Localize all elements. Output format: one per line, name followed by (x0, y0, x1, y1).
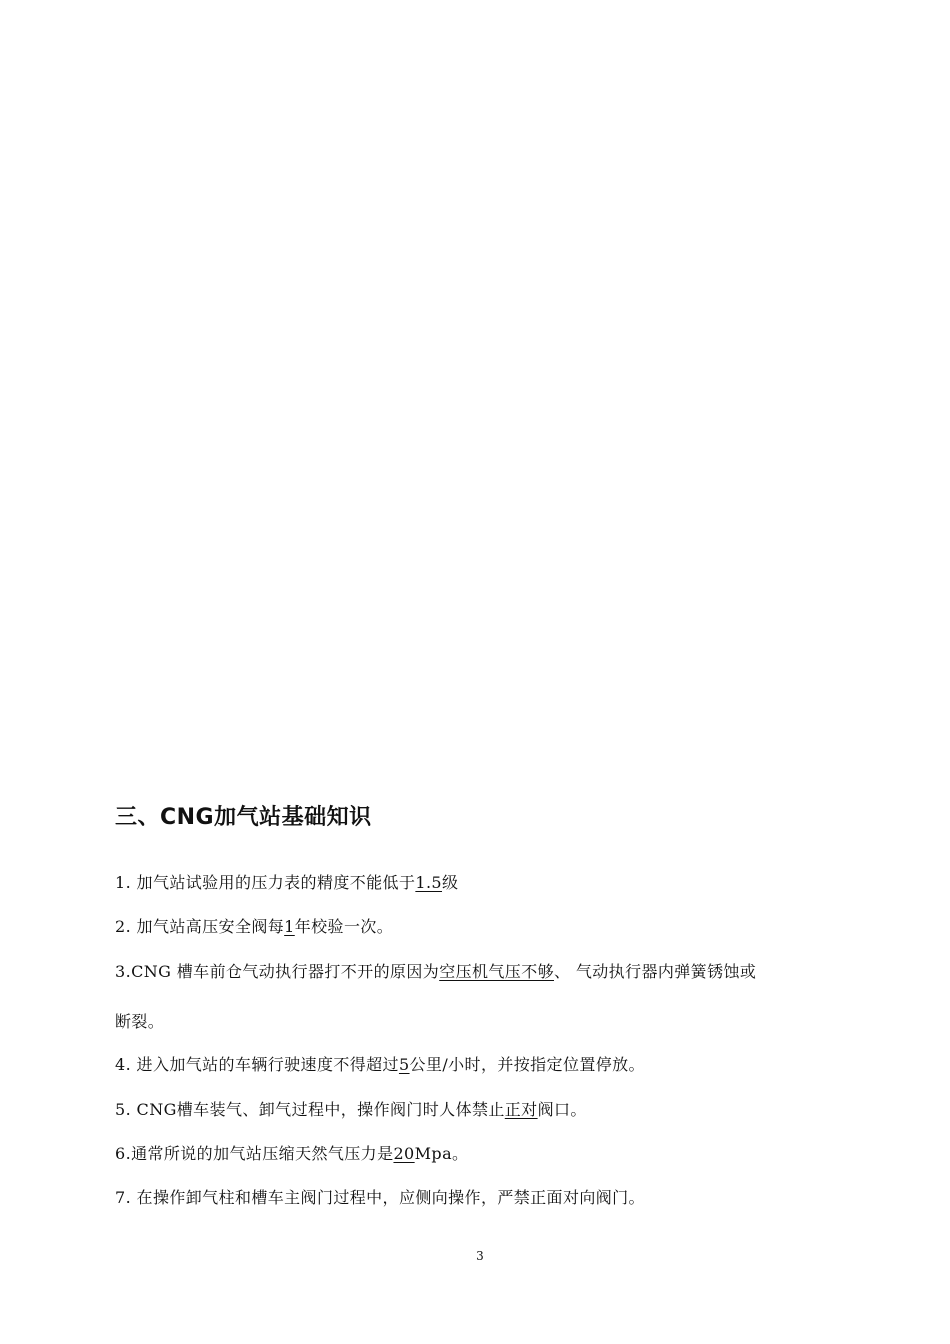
question-4 (115, 1052, 645, 1075)
question-text: 年校验一次。 (294, 917, 394, 936)
question-text: 4. 进入加气站的车辆行驶速度不得超过 (115, 1055, 399, 1074)
section-title: 三、CNG加气站基础知识 (115, 805, 372, 830)
answer-blank: 20 (393, 1144, 415, 1163)
question-text: 5. CNG槽车装气、卸气过程中，操作阀门时人体禁止 (115, 1100, 505, 1119)
answer-blank: 正对 (504, 1100, 538, 1119)
question-text: 7. 在操作卸气柱和槽车主阀门过程中，应侧向操作，严禁正面对向阀门。 (115, 1188, 645, 1207)
question-text: 级 (442, 873, 459, 892)
question-7 (115, 1185, 645, 1208)
question-text: 断裂。 (115, 1012, 165, 1031)
question-text: 、 气动执行器内弹簧锈蚀或 (554, 962, 757, 981)
question-3 (115, 959, 756, 982)
question-text: 阀口。 (537, 1100, 587, 1119)
question-text: 2. 加气站高压安全阀每 (115, 917, 285, 936)
question-5 (115, 1097, 587, 1120)
question-2 (115, 914, 393, 937)
question-3-continued (115, 1009, 164, 1032)
question-text: Mpa。 (414, 1144, 469, 1163)
question-text: 6.通常所说的加气站压缩天然气压力是 (115, 1144, 394, 1163)
question-text: 1. 加气站试验用的压力表的精度不能低于 (115, 873, 416, 892)
page-number: 3 (476, 1249, 484, 1263)
question-text: 3.CNG 槽车前仓气动执行器打不开的原因为 (115, 962, 440, 981)
question-text: 公里/小时，并按指定位置停放。 (409, 1055, 645, 1074)
answer-blank: 1 (284, 917, 295, 936)
answer-blank: 5 (398, 1055, 410, 1074)
question-6 (115, 1141, 468, 1164)
answer-blank: 空压机气压不够 (439, 962, 554, 981)
question-1 (115, 870, 458, 893)
answer-blank: 1.5 (415, 873, 443, 892)
